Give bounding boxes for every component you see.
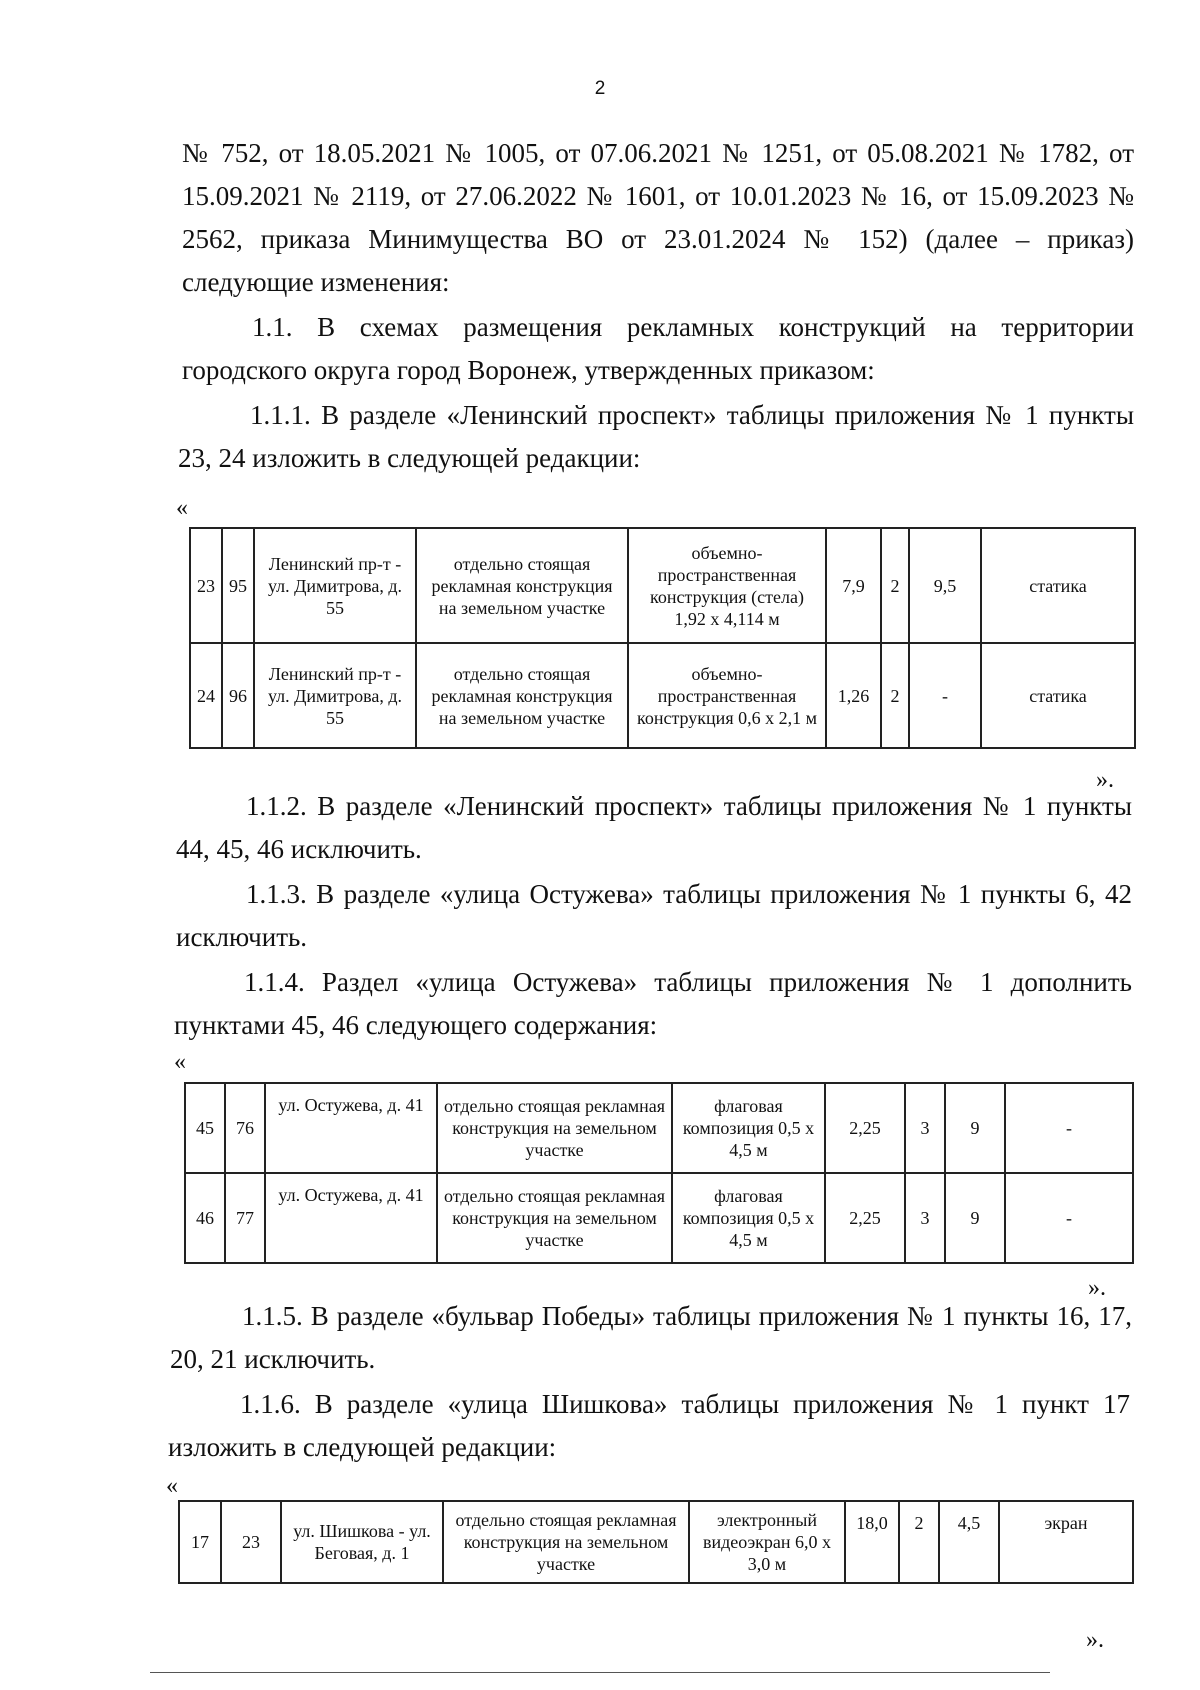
table-row <box>179 1501 1133 1583</box>
table-cell: 4,5 <box>939 1501 999 1583</box>
table-cell: ул. Остужева, д. 41 <box>265 1173 437 1263</box>
close-quote: ». <box>1096 767 1114 793</box>
table-cell: 17 <box>179 1501 221 1583</box>
paragraph-1-1: 1.1. В схемах размещения рекламных конструкций на территории городского округа город Воронеж, утвержденных приказом: <box>182 312 1134 385</box>
table-cell: 2 <box>881 643 909 748</box>
table-cell: 95 <box>222 528 254 643</box>
table-cell: экран <box>999 1501 1133 1583</box>
table-cell: ул. Шишкова - ул. Беговая, д. 1 <box>281 1501 443 1583</box>
table-ulitsa-ostuzheva <box>184 1082 1134 1264</box>
table-cell: объемно-пространственная конструкция 0,6 х 2,1 м <box>628 643 826 748</box>
table-cell: отдельно стоящая рекламная конструкция на земельном участке <box>416 643 628 748</box>
table-cell: Ленинский пр-т - ул. Димитрова, д. 55 <box>254 643 416 748</box>
table-cell: 9 <box>945 1083 1005 1173</box>
table-cell: 2,25 <box>825 1083 905 1173</box>
table-row <box>190 643 1135 748</box>
page-bottom-rule <box>150 1672 1050 1673</box>
table-cell: 7,9 <box>826 528 881 643</box>
table-cell: флаговая композиция 0,5 х 4,5 м <box>672 1173 825 1263</box>
open-quote: « <box>174 1049 186 1075</box>
table-leninsky-prospekt <box>189 527 1136 749</box>
open-quote: « <box>176 495 188 521</box>
table-row <box>190 528 1135 643</box>
table-ulitsa-shishkova <box>178 1500 1134 1584</box>
table-cell: отдельно стоящая рекламная конструкция на земельном участке <box>437 1083 672 1173</box>
intro-paragraph: № 752, от 18.05.2021 № 1005, от 07.06.2021 № 1251, от 05.08.2021 № 1782, от 15.09.2021 № 2119, от 27.06.2022 № 1601, от 10.01.2023 № 16, от 15.09.2023 № 2562, приказа Минимущества ВО от 23.01.2024 № 152) (далее – приказ) следующие изменения: <box>182 138 1134 297</box>
table-cell: 76 <box>225 1083 265 1173</box>
table-cell: 24 <box>190 643 222 748</box>
table-cell: 46 <box>185 1173 225 1263</box>
table-cell: объемно-пространственная конструкция (стела) 1,92 х 4,114 м <box>628 528 826 643</box>
table-cell: отдельно стоящая рекламная конструкция на земельном участке <box>416 528 628 643</box>
table-cell: 1,26 <box>826 643 881 748</box>
table-cell: 77 <box>225 1173 265 1263</box>
close-quote: ». <box>1088 1275 1106 1301</box>
paragraph-1-1-2: 1.1.2. В разделе «Ленинский проспект» таблицы приложения № 1 пункты 44, 45, 46 исключить. <box>176 791 1132 864</box>
table-cell: 18,0 <box>845 1501 899 1583</box>
page-number: 2 <box>594 78 606 99</box>
table-cell: статика <box>981 528 1135 643</box>
table-cell: 96 <box>222 643 254 748</box>
table-cell: 9,5 <box>909 528 981 643</box>
close-quote: ». <box>1086 1627 1104 1653</box>
table-cell: статика <box>981 643 1135 748</box>
table-cell: - <box>1005 1083 1133 1173</box>
table-cell: отдельно стоящая рекламная конструкция на земельном участке <box>443 1501 689 1583</box>
table-cell: 23 <box>221 1501 281 1583</box>
table-cell: флаговая композиция 0,5 х 4,5 м <box>672 1083 825 1173</box>
table-row <box>185 1173 1133 1263</box>
table-cell: - <box>909 643 981 748</box>
table-cell: - <box>1005 1173 1133 1263</box>
paragraph-1-1-1: 1.1.1. В разделе «Ленинский проспект» таблицы приложения № 1 пункты 23, 24 изложить в следующей редакции: <box>178 400 1134 473</box>
table-cell: Ленинский пр-т - ул. Димитрова, д. 55 <box>254 528 416 643</box>
table-cell: 9 <box>945 1173 1005 1263</box>
table-cell: 3 <box>905 1083 945 1173</box>
table-cell: 2 <box>881 528 909 643</box>
paragraph-1-1-3: 1.1.3. В разделе «улица Остужева» таблицы приложения № 1 пункты 6, 42 исключить. <box>176 879 1132 952</box>
table-cell: 23 <box>190 528 222 643</box>
open-quote: « <box>166 1473 178 1499</box>
table-row <box>185 1083 1133 1173</box>
paragraph-1-1-4: 1.1.4. Раздел «улица Остужева» таблицы приложения № 1 дополнить пунктами 45, 46 следующего содержания: <box>174 967 1132 1040</box>
table-cell: отдельно стоящая рекламная конструкция на земельном участке <box>437 1173 672 1263</box>
table-cell: 3 <box>905 1173 945 1263</box>
paragraph-1-1-6: 1.1.6. В разделе «улица Шишкова» таблицы приложения № 1 пункт 17 изложить в следующей редакции: <box>168 1389 1130 1462</box>
table-cell: ул. Остужева, д. 41 <box>265 1083 437 1173</box>
paragraph-1-1-5: 1.1.5. В разделе «бульвар Победы» таблицы приложения № 1 пункты 16, 17, 20, 21 исключить. <box>170 1301 1132 1374</box>
table-cell: электронный видеоэкран 6,0 х 3,0 м <box>689 1501 845 1583</box>
table-cell: 2 <box>899 1501 939 1583</box>
table-cell: 45 <box>185 1083 225 1173</box>
table-cell: 2,25 <box>825 1173 905 1263</box>
